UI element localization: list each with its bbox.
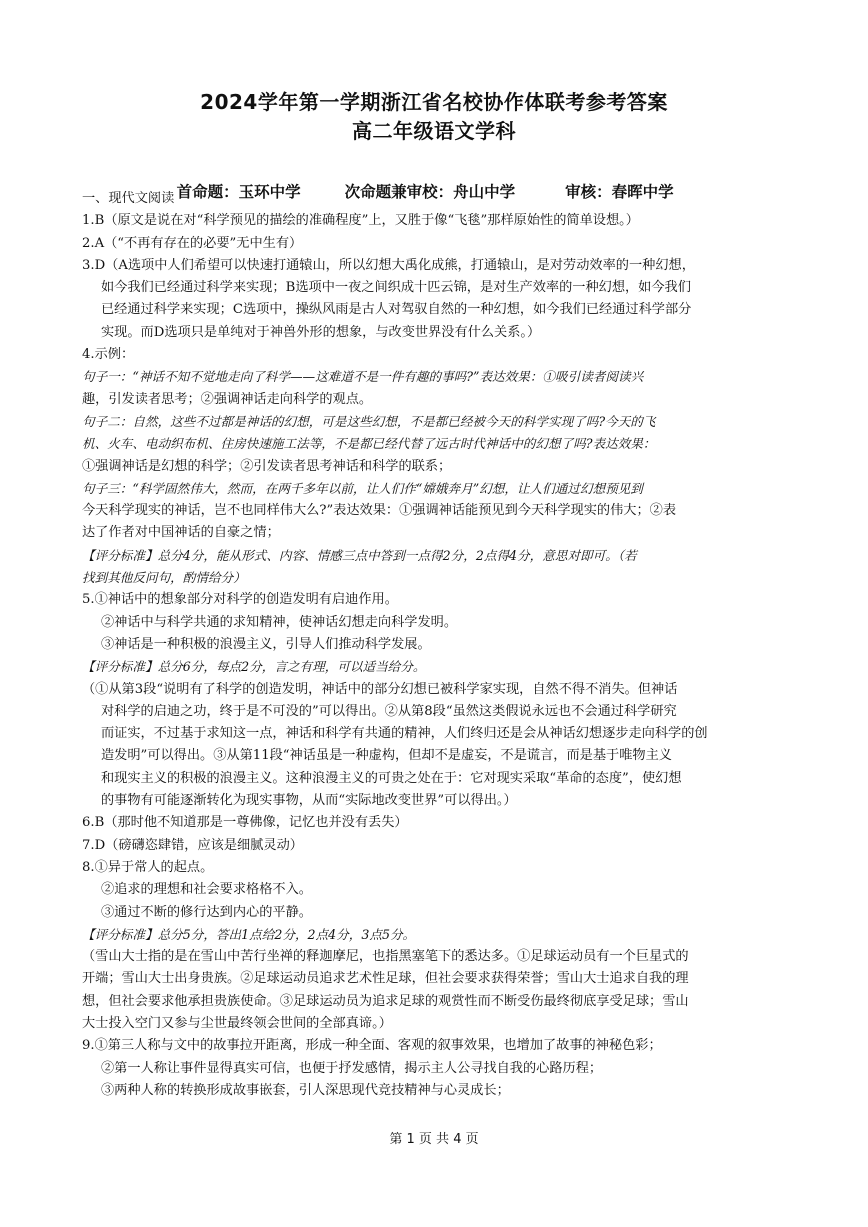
answer-line: 【评分标准】总分5分，答出1点给2分，2点4分，3点5分。 (82, 926, 416, 942)
answer-line: 4.示例： (82, 347, 135, 363)
answer-line: ②第一人称让事件显得真实可信，也便于抒发感情，揭示主人公寻找自我的心路历程； (101, 1060, 603, 1076)
answer-line: 2.A（“不再有存在的必要”无中生有） (82, 235, 303, 251)
document-title: 2024学年第一学期浙江省名校协作体联考参考答案 (200, 90, 668, 114)
document-subtitle: 高二年级语文学科 (352, 119, 516, 143)
answer-line: 实现。而D选项只是单纯对于神兽外形的想象，与改变世界没有什么关系。） (101, 324, 541, 340)
first-setter: 首命题：玉环中学 (176, 183, 301, 201)
reviewer: 审核：春晖中学 (565, 183, 674, 201)
page-footer: 第 1 页 共 4 页 (389, 1132, 479, 1147)
answer-line: ③通过不断的修行达到内心的平静。 (101, 904, 312, 920)
answer-line: 【评分标准】总分4分，能从形式、内容、情感三点中答到一点得2分，2点得4分，意思对即可。（若 (82, 547, 637, 563)
answer-line: （①从第3段“说明有了科学的创造发明，神话中的部分幻想已被科学家实现，自然不得不消失。但神话 (82, 681, 678, 697)
answer-line: 达了作者对中国神话的自豪之情； (82, 525, 280, 541)
answer-line: 趣，引发读者思考；②强调神话走向科学的观点。 (82, 391, 373, 407)
answer-line: 句子二：自然，这些不过都是神话的幻想，可是这些幻想，不是都已经被今天的科学实现了吗?今天的飞 (82, 413, 656, 429)
answer-line: 3.D（A选项中人们希望可以快速打通辕山，所以幻想大禹化成熊，打通辕山，是对劳动效率的一种幻想， (82, 257, 695, 273)
answer-line: ②神话中与科学共通的求知精神，使神话幻想走向科学发明。 (101, 614, 458, 630)
answer-line: 对科学的启迪之功，终于是不可没的”可以得出。②从第8段“虽然这类假说永远也不会通过科学研究 (101, 703, 677, 719)
answer-line: 机、火车、电动织布机、住房快速施工法等，不是都已经代替了远古时代神话中的幻想了吗?表达效果： (82, 436, 656, 452)
answer-line: 一、现代文阅读 (82, 191, 175, 206)
answer-line: 造发明”可以得出。③从第11段“神话虽是一种虚构，但却不是虚妄，不是谎言，而是基于唯物主义 (101, 748, 672, 764)
answer-line: ②追求的理想和社会要求格格不入。 (101, 882, 312, 898)
answer-line: 8.①异于常人的起点。 (82, 859, 214, 875)
answer-line: 如今我们已经通过科学来实现；B选项中一夜之间织成十匹云锦，是对生产效率的一种幻想，如今我们 (101, 280, 691, 296)
answer-line: （雪山大士指的是在雪山中苦行坐禅的释迦摩尼，也指黑塞笔下的悉达多。①足球运动员有一个巨星式的 (82, 949, 689, 965)
answer-line: 句子三：“科学固然伟大，然而，在两千多年以前，让人们作“嫦娥奔月”幻想，让人们通过幻想预见到 (82, 480, 643, 496)
answer-line: 1.B（原文是说在对“科学预见的描绘的准确程度”上，又胜于像“飞毯”那样原始性的简单设想。） (82, 213, 639, 229)
answer-line: ③两种人称的转换形成故事嵌套，引人深思现代竞技精神与心灵成长； (101, 1082, 510, 1098)
answer-line: 句子一：“神话不知不觉地走向了科学——这难道不是一件有趣的事吗?”表达效果：①吸引读者阅读兴 (82, 369, 644, 385)
answer-line: 而证实，不过基于求知这一点，神话和科学有共通的精神，人们终归还是会从神话幻想逐步走向科学的创 (101, 726, 708, 742)
answer-line: 开端；雪山大士出身贵族。②足球运动员追求艺术性足球，但社会要求获得荣誉；雪山大士追求自我的理 (82, 971, 689, 987)
answer-line: 【评分标准】总分6分，每点2分，言之有理，可以适当给分。 (82, 659, 426, 675)
answer-line: 找到其他反问句，酌情给分） (82, 570, 246, 586)
answer-body (82, 188, 787, 1102)
answer-line: 9.①第三人称与文中的故事拉开距离，形成一种全面、客观的叙事效果，也增加了故事的神秘色彩； (82, 1038, 662, 1054)
answer-line: 今天科学现实的神话，岂不也同样伟大么?”表达效果：①强调神话能预见到今天科学现实的伟大；②表 (82, 503, 677, 519)
answer-line: ③神话是一种积极的浪漫主义，引导人们推动科学发展。 (101, 636, 431, 652)
answer-line: 5.①神话中的想象部分对科学的创造发明有启迪作用。 (82, 592, 398, 608)
second-setter: 次命题兼审校：舟山中学 (344, 183, 516, 201)
answer-line: 大士投入空门又参与尘世最终领会世间的全部真谛。） (82, 1015, 392, 1031)
answer-line: ①强调神话是幻想的科学；②引发读者思考神话和科学的联系； (82, 458, 452, 474)
answer-line: 已经通过科学来实现；C选项中，操纵风雨是古人对驾驭自然的一种幻想，如今我们已经通过科学部分 (101, 302, 692, 318)
answer-line: 7.D（磅礴恣肆错，应该是细腻灵动） (82, 837, 303, 853)
answer-line: 想，但社会要求他承担贵族使命。③足球运动员为追求足球的观赏性而不断受伤最终彻底享受足球；雪山 (82, 993, 689, 1009)
answer-line: 和现实主义的积极的浪漫主义。这种浪漫主义的可贵之处在于：它对现实采取“革命的态度”，使幻想 (101, 770, 682, 786)
answer-line: 6.B（那时他不知道那是一尊佛像，记忆也并没有丢失） (82, 815, 408, 831)
answer-line: 的事物有可能逐渐转化为现实事物，从而“实际地改变世界”可以得出。） (101, 793, 517, 809)
